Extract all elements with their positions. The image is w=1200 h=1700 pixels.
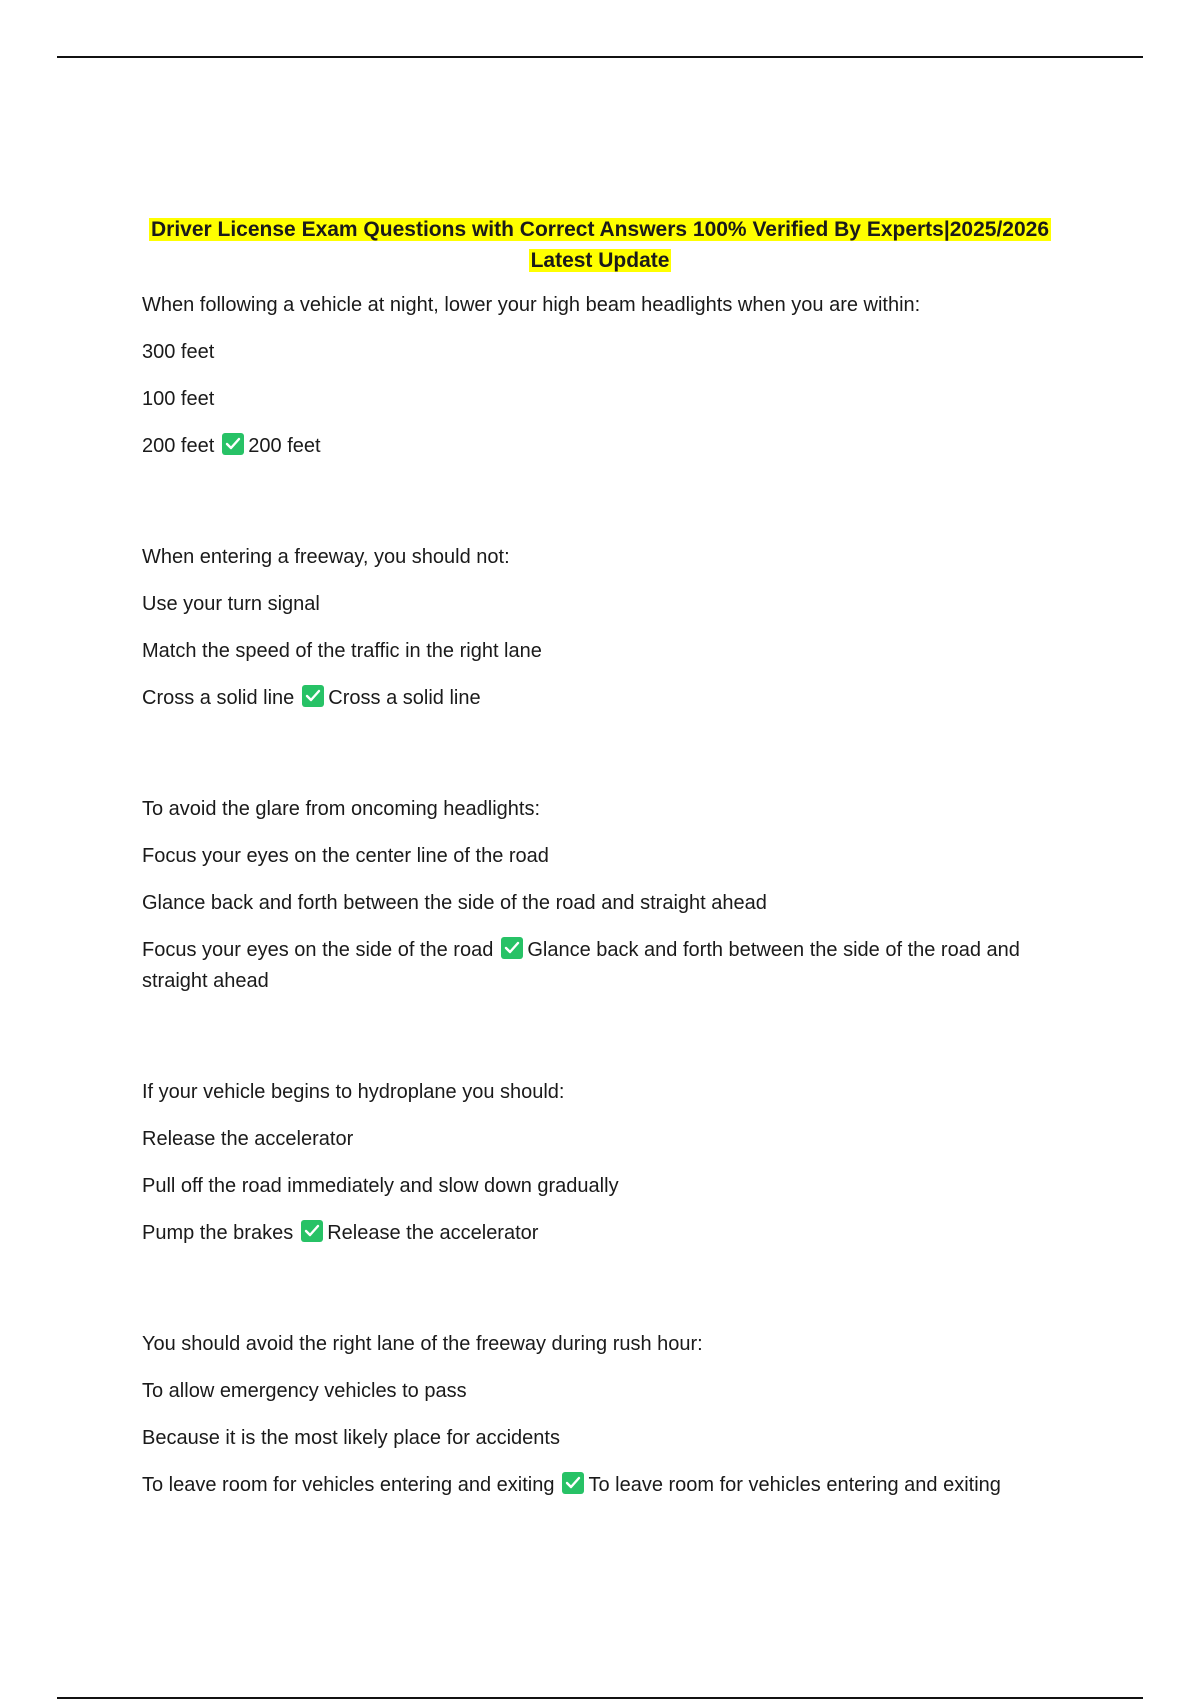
answer-option-text: To leave room for vehicles entering and exiting [142,1474,555,1496]
answer-option: Release the accelerator [142,1128,354,1150]
correct-answer: Cross a solid line [328,687,481,709]
question-block [142,1329,1062,1501]
correct-answer: Glance back and forth between the side of the road and straight ahead [142,939,1020,992]
check-icon [501,937,523,959]
answer-option: 100 feet [142,388,215,410]
answer-option: 300 feet [142,341,215,363]
answer-option-with-answer [142,935,1062,997]
check-icon [222,433,244,455]
answer-option-with-answer [142,1218,1062,1249]
bottom-rule [57,1697,1143,1699]
answer-option-text: Focus your eyes on the side of the road [142,939,494,961]
answer-option-text: 200 feet [142,435,215,457]
answer-option-with-answer [142,431,1062,462]
check-icon [562,1472,584,1494]
check-icon [302,685,324,707]
answer-option-text: Pump the brakes [142,1222,294,1244]
question-block [142,794,1062,997]
correct-answer: To leave room for vehicles entering and exiting [588,1474,1001,1496]
question-prompt: To avoid the glare from oncoming headlights: [142,798,541,820]
question-prompt: You should avoid the right lane of the freeway during rush hour: [142,1333,703,1355]
check-icon [301,1220,323,1242]
title-line-2: Latest Update [530,249,670,272]
correct-answer: Release the accelerator [327,1222,539,1244]
answer-option: Glance back and forth between the side of the road and straight ahead [142,892,767,914]
correct-answer: 200 feet [248,435,321,457]
answer-option-text: Cross a solid line [142,687,295,709]
answer-option-with-answer [142,1470,1062,1501]
question-prompt: When entering a freeway, you should not: [142,546,510,568]
question-prompt: When following a vehicle at night, lower your high beam headlights when you are within: [142,294,921,316]
question-list [142,290,1062,1501]
question-block [142,542,1062,714]
question-block [142,290,1062,462]
answer-option: Focus your eyes on the center line of the road [142,845,549,867]
question-prompt: If your vehicle begins to hydroplane you should: [142,1081,565,1103]
top-rule [57,56,1143,58]
answer-option-with-answer [142,683,1062,714]
answer-option: Use your turn signal [142,593,320,615]
document-title [100,214,1100,276]
answer-option: Because it is the most likely place for accidents [142,1427,560,1449]
answer-option: Match the speed of the traffic in the right lane [142,640,542,662]
answer-option: To allow emergency vehicles to pass [142,1380,467,1402]
question-block [142,1077,1062,1249]
answer-option: Pull off the road immediately and slow down gradually [142,1175,619,1197]
title-line-1: Driver License Exam Questions with Correct Answers 100% Verified By Experts|2025/2026 [150,218,1050,241]
